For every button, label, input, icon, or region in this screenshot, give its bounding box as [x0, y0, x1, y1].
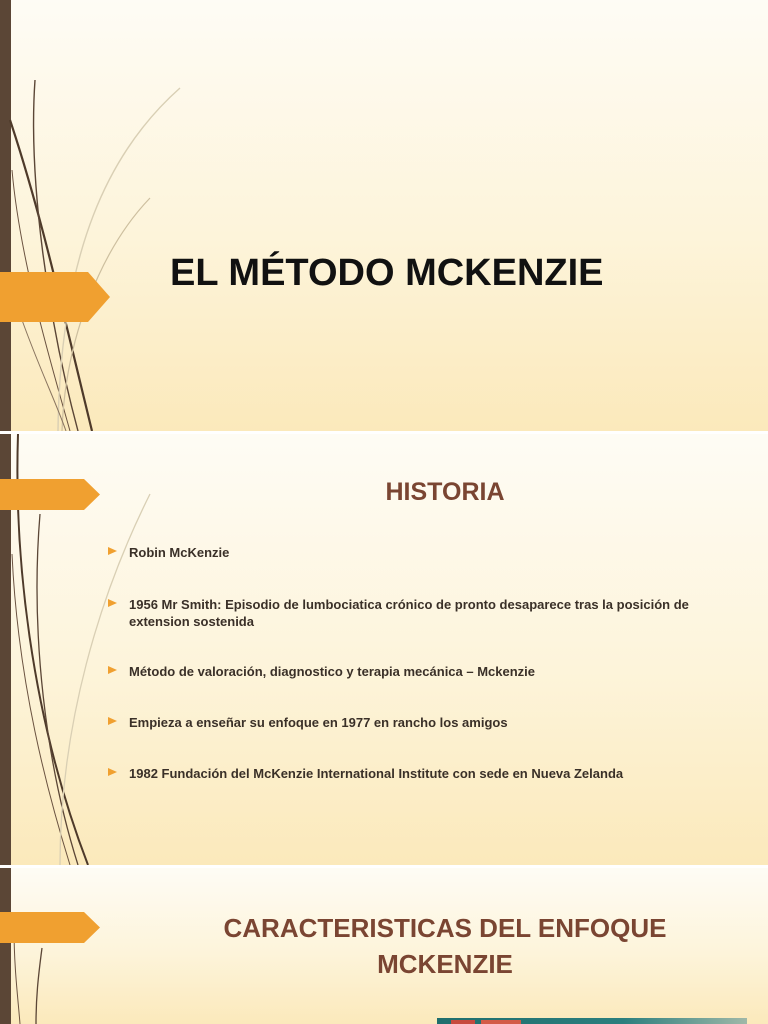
decorative-swirl-icon	[0, 0, 200, 431]
list-item	[108, 714, 738, 731]
heading-line-2: MCKENZIE	[377, 949, 513, 979]
bullet-text: 1982 Fundación del McKenzie International Institute con sede en Nueva Zelanda	[129, 766, 624, 781]
list-item	[108, 663, 738, 680]
slide-3[interactable]	[0, 868, 768, 1024]
bullet-text: Empieza a enseñar su enfoque en 1977 en rancho los amigos	[129, 715, 508, 730]
slide-heading: HISTORIA	[385, 478, 505, 506]
arrow-bullet-icon	[108, 768, 117, 776]
bullet-text: 1956 Mr Smith: Episodio de lumbociatica crónico de pronto desaparece tras la posición de extension sostenida	[129, 597, 689, 629]
slide-2[interactable]	[0, 434, 768, 865]
arrow-bullet-icon	[108, 717, 117, 725]
slide-image	[437, 1018, 747, 1024]
list-item	[108, 596, 738, 630]
bullet-text: Robin McKenzie	[129, 545, 230, 560]
heading-line-1: CARACTERISTICAS DEL ENFOQUE	[223, 913, 667, 943]
bullet-text: Método de valoración, diagnostico y terapia mecánica – Mckenzie	[129, 664, 536, 679]
arrow-tab-icon	[0, 912, 100, 943]
list-item	[108, 544, 738, 561]
presentation-title: EL MÉTODO MCKENZIE	[170, 252, 604, 294]
arrow-tab-icon	[0, 479, 100, 510]
slide-1[interactable]	[0, 0, 768, 431]
list-item	[108, 765, 738, 782]
slide-heading	[150, 910, 740, 982]
arrow-tab-icon	[0, 272, 110, 322]
arrow-bullet-icon	[108, 666, 117, 674]
arrow-bullet-icon	[108, 547, 117, 555]
arrow-bullet-icon	[108, 599, 117, 607]
